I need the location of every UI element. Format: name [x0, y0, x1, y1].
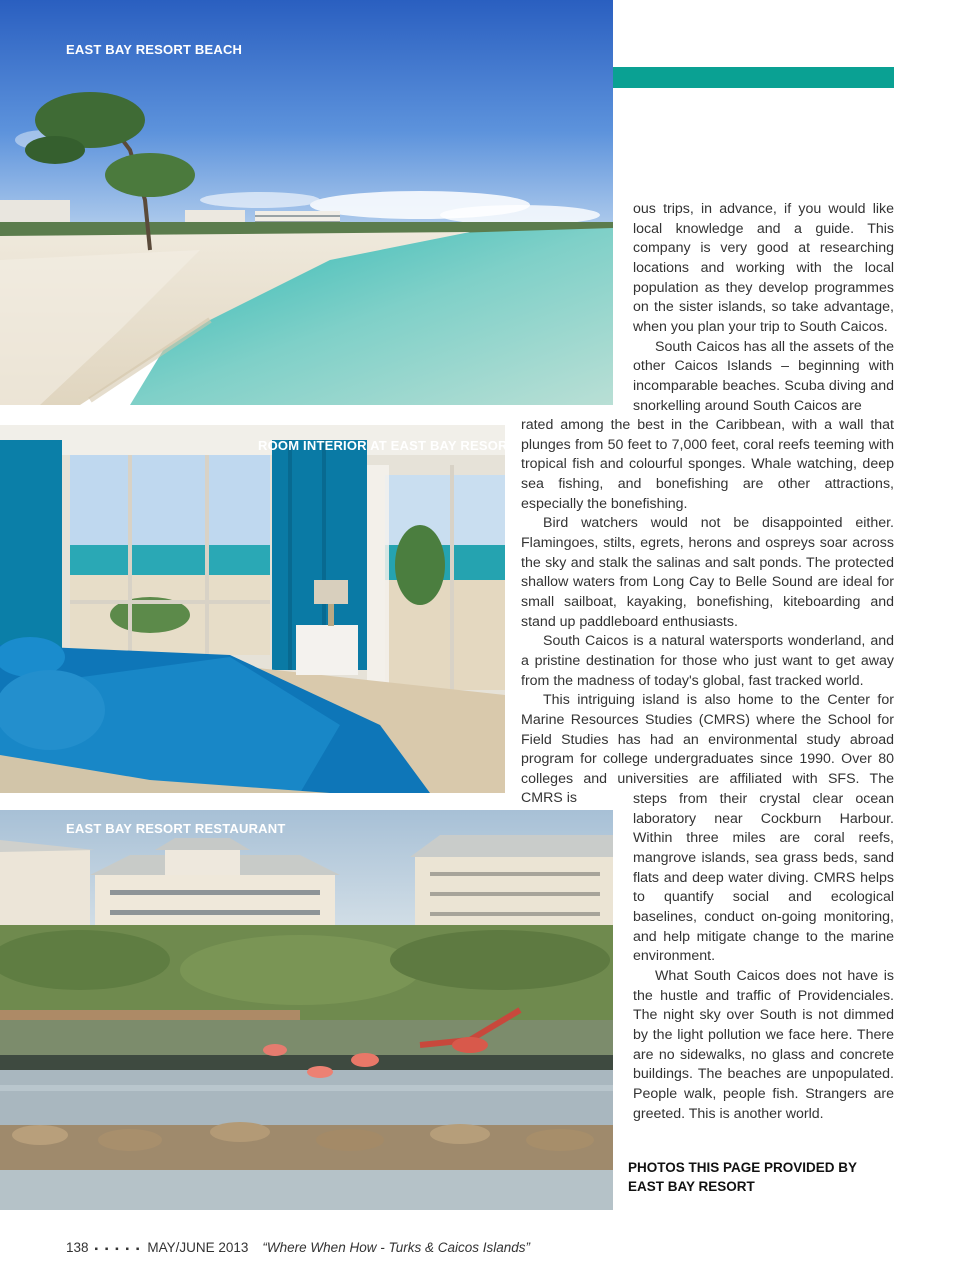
article-paragraph: Bird watchers would not be disappointed either. Flamingoes, stilts, egrets, herons and ospreys soar across the sky and stalk the salinas and salt ponds. The protected shallow waters from Long Cay to Belle Sound are ideal for small sailboat, kayaking, bonefishing, kiteboarding and stand up paddleboard enthusiasts. — [521, 515, 894, 630]
article-block-bottom — [633, 790, 894, 1124]
restaurant-photo-caption: EAST BAY RESORT RESTAURANT — [66, 821, 286, 836]
room-photo-caption: ROOM INTERIOR AT EAST BAY RESORT — [258, 438, 516, 453]
accent-bar — [613, 67, 894, 88]
photo-credit — [628, 1158, 888, 1196]
article-paragraph: ous trips, in advance, if you would like local knowledge and a guide. This company is very good at researching locations and working with the local population as they develop programmes on the sister islands, so take advantage, when you plan your trip to South Caicos. — [633, 201, 894, 335]
photo-credit-line: EAST BAY RESORT — [628, 1179, 755, 1194]
article-paragraph: This intriguing island is also home to the Center for Marine Resources Studies (CMRS) where the School for Field Studies has had an environmental study abroad program for college undergraduates since 1990. Over 80 colleges and universities are affiliated with SFS. The CMRS is — [521, 692, 894, 807]
page-number: 138 — [66, 1240, 89, 1255]
photo-credit-line: PHOTOS THIS PAGE PROVIDED BY — [628, 1160, 858, 1175]
footer-separator: ▪ ▪ ▪ ▪ ▪ — [94, 1244, 142, 1255]
article-paragraph: steps from their crystal clear ocean laboratory near Cockburn Harbour. Within three miles are coral reefs, mangrove islands, sea grass beds, sand flats and deep water diving. CMRS helps to quantify social and ecological baselines, conduct on-going monitoring, and help mitigate change to the marine environment. — [633, 791, 894, 965]
article-block-middle — [521, 416, 894, 809]
beach-photo — [0, 0, 613, 405]
beach-photo-caption: EAST BAY RESORT BEACH — [66, 42, 243, 57]
publication-name: “Where When How - Turks & Caicos Islands” — [262, 1240, 530, 1255]
page-footer — [66, 1240, 530, 1255]
article-block-top — [633, 200, 894, 416]
article-paragraph: South Caicos has all the assets of the other Caicos Islands – beginning with incomparable beaches. Scuba diving and snorkelling around South Caicos are — [633, 338, 894, 414]
issue-date: MAY/JUNE 2013 — [147, 1240, 249, 1255]
article-paragraph: What South Caicos does not have is the hustle and traffic of Providenciales. The night sky over South is not dimmed by the light pollution we face here. There are no sidewalks, no glass and concrete buildings. The beaches are unpopulated. People walk, people fish. Strangers are greeted. This is another world. — [633, 967, 894, 1122]
article-paragraph: rated among the best in the Caribbean, with a wall that plunges from 50 feet to 7,000 feet, coral reefs teeming with tropical fish and colourful sponges. Whale watching, deep sea fishing, and bonefishing are other attractions, especially the bonefishing. — [521, 417, 894, 512]
restaurant-photo — [0, 810, 613, 1210]
article-paragraph: South Caicos is a natural watersports wonderland, and a pristine destination for those who just want to get away from the madness of today's global, fast tracked world. — [521, 633, 894, 689]
room-photo — [0, 425, 505, 793]
